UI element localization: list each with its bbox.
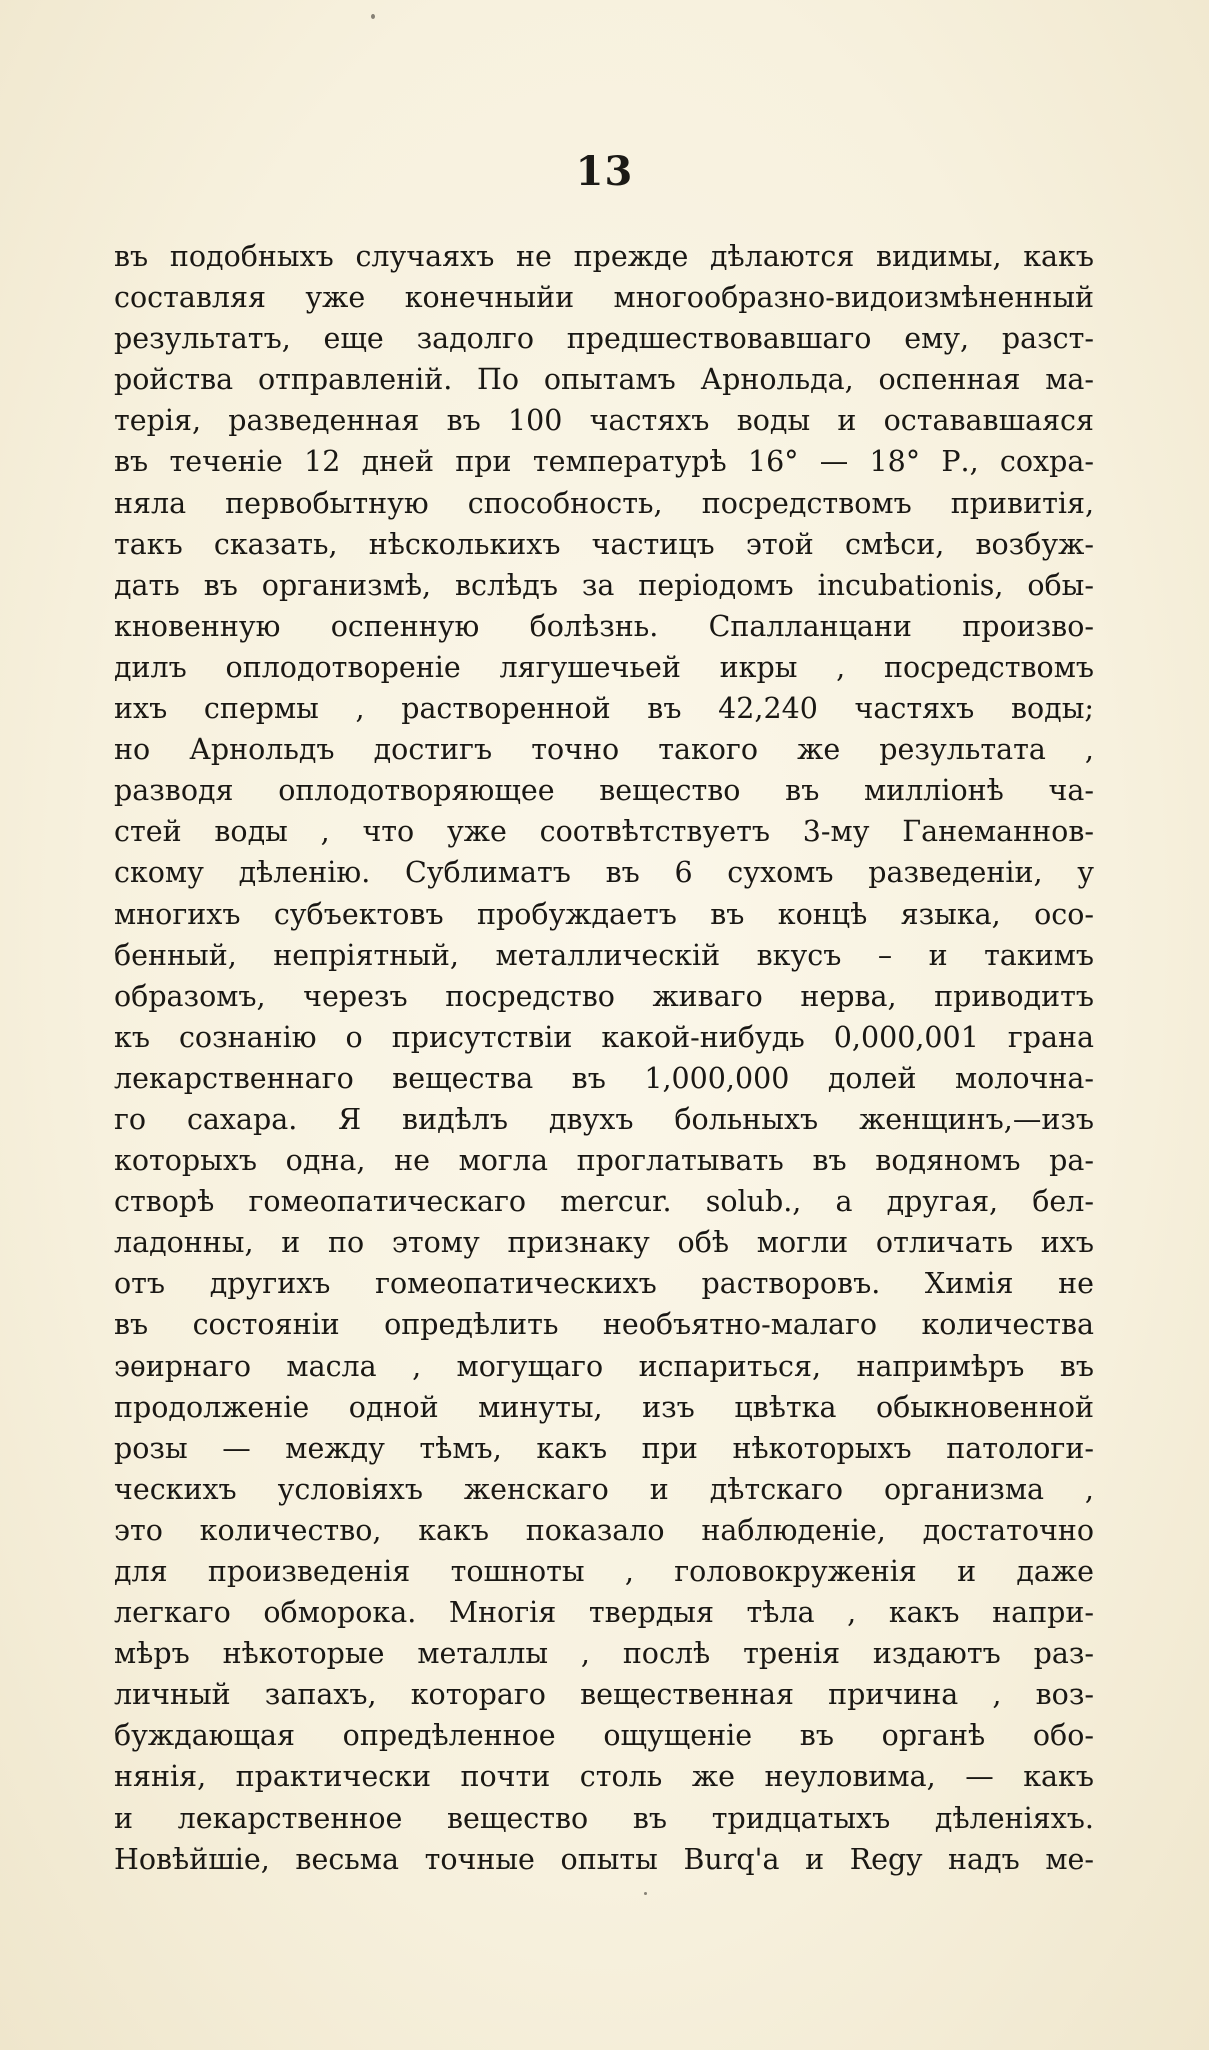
text-line: розы — между тѣмъ, какъ при нѣкоторыхъ патологи- — [114, 1431, 1094, 1465]
ink-speck — [371, 14, 375, 19]
text-line: такъ сказать, нѣсколькихъ частицъ этой смѣси, возбуж- — [114, 527, 1094, 561]
text-line: стей воды , что уже соотвѣтствуетъ 3-му Ганеманнов- — [114, 815, 1094, 849]
text-line: Новѣйшіе, весьма точные опыты Burq'a и Regy надъ ме- — [114, 1842, 1094, 1876]
text-line: многихъ субъектовъ пробуждаетъ въ концѣ языка, осо- — [114, 897, 1094, 931]
text-line: ихъ спермы , растворенной въ 42,240 частяхъ воды; — [114, 692, 1094, 726]
body-text — [114, 236, 1094, 1880]
text-line: нянія, практически почти столь же неуловима, — какъ — [114, 1760, 1094, 1794]
text-line: и лекарственное вещество въ тридцатыхъ дѣленіяхъ. — [114, 1801, 1094, 1835]
text-line: легкаго обморока. Многія твердыя тѣла , какъ напри- — [114, 1596, 1094, 1630]
text-line: разводя оплодотворяющее вещество въ милліонѣ ча- — [114, 774, 1094, 808]
text-line: это количество, какъ показало наблюденіе, достаточно — [114, 1513, 1094, 1547]
text-line: мѣръ нѣкоторые металлы , послѣ тренія издаютъ раз- — [114, 1637, 1094, 1671]
text-line: личный запахъ, котораго вещественная причина , воз- — [114, 1678, 1094, 1712]
text-line: къ сознанію о присутствіи какой-нибудь 0,000,001 грана — [114, 1020, 1094, 1054]
text-line: створѣ гомеопатическаго mercur. solub., а другая, бел- — [114, 1185, 1094, 1219]
text-line: лекарственнаго вещества въ 1,000,000 долей молочна- — [114, 1061, 1094, 1095]
text-line: дать въ организмѣ, вслѣдъ за періодомъ incubationis, обы- — [114, 568, 1094, 602]
text-line: кновенную оспенную болѣзнь. Спалланцани произво- — [114, 609, 1094, 643]
text-line: которыхъ одна, не могла проглатывать въ водяномъ ра- — [114, 1144, 1094, 1178]
text-line: эѳирнаго масла , могущаго испариться, напримѣръ въ — [114, 1349, 1094, 1383]
text-line: го сахара. Я видѣлъ двухъ больныхъ женщинъ,—изъ — [114, 1102, 1094, 1136]
text-line: терія, разведенная въ 100 частяхъ воды и остававшаяся — [114, 404, 1094, 438]
text-line: составляя уже конечныйи многообразно-видоизмѣненный — [114, 281, 1094, 315]
text-line: скому дѣленію. Сублиматъ въ 6 сухомъ разведеніи, у — [114, 856, 1094, 890]
text-line: няла первобытную способность, посредствомъ привитія, — [114, 486, 1094, 520]
page-number: 13 — [575, 148, 634, 195]
text-line: въ подобныхъ случаяхъ не прежде дѣлаются видимы, какъ — [114, 240, 1094, 273]
text-line: ройства отправленій. По опытамъ Арнольда, оспенная ма- — [114, 363, 1094, 397]
text-line: отъ другихъ гомеопатическихъ растворовъ. Химія не — [114, 1267, 1094, 1301]
text-line: для произведенія тошноты , головокруженія и даже — [114, 1555, 1094, 1588]
text-line: буждающая опредѣленное ощущеніе въ органѣ обо- — [114, 1719, 1094, 1753]
text-line: въ состояніи опредѣлить необъятно-малаго количества — [114, 1308, 1094, 1342]
text-line: ладонны, и по этому признаку обѣ могли отличать ихъ — [114, 1226, 1094, 1260]
text-line: въ теченіе 12 дней при температурѣ 16° — 18° Р., сохра- — [114, 445, 1094, 479]
text-line: но Арнольдъ достигъ точно такого же результата , — [114, 733, 1094, 767]
text-line: образомъ, черезъ посредство живаго нерва, приводитъ — [114, 979, 1094, 1013]
text-line: продолженіе одной минуты, изъ цвѣтка обыкновенной — [114, 1390, 1094, 1424]
text-line: ческихъ условіяхъ женскаго и дѣтскаго организма , — [114, 1472, 1094, 1506]
text-line: дилъ оплодотвореніе лягушечьей икры , посредствомъ — [114, 650, 1094, 684]
ink-speck — [644, 1892, 647, 1895]
text-line: бенный, непріятный, металлическій вкусъ – и такимъ — [114, 938, 1094, 972]
text-line: результатъ, еще задолго предшествовавшаго ему, разст- — [114, 322, 1094, 356]
